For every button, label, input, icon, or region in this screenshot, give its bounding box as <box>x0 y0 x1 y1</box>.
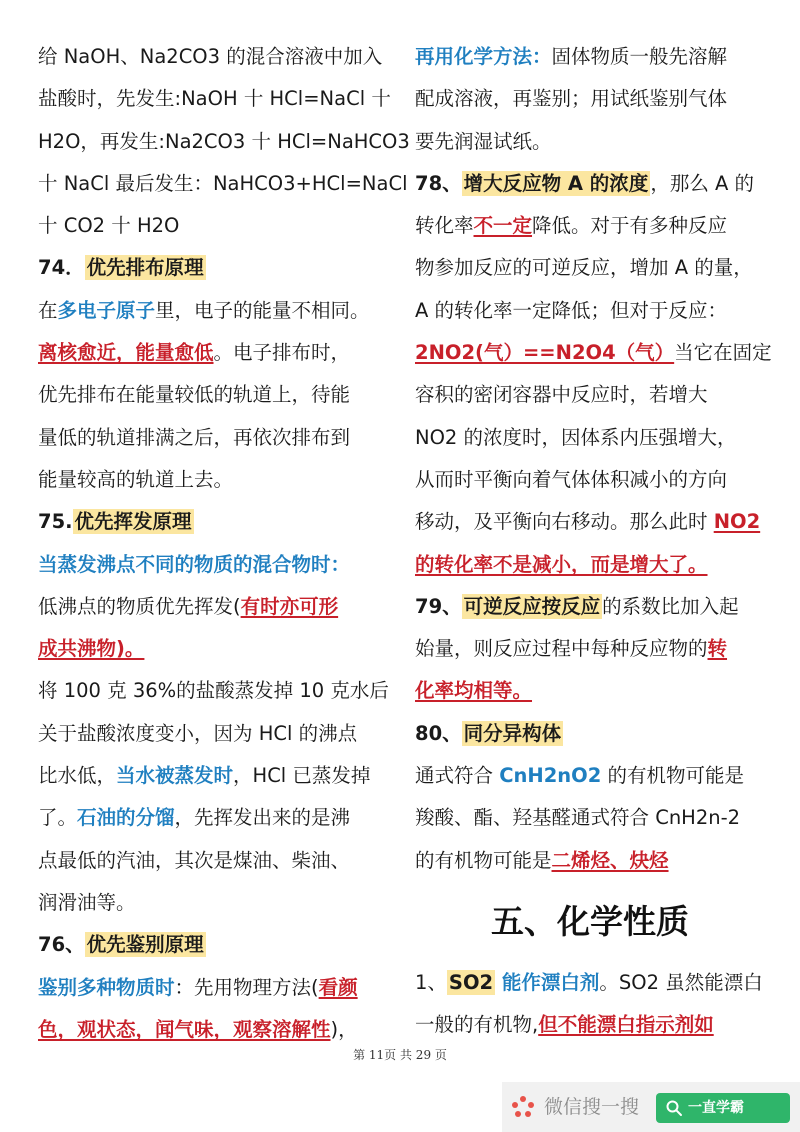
text-span: ，先挥发出来的是沸 <box>174 806 351 830</box>
text-span: 转化率 <box>415 214 474 238</box>
text-line: 羧酸、酯、羟基醛通式符合 CnH2n-2 <box>415 806 741 830</box>
wechat-search-button[interactable] <box>656 1093 790 1123</box>
red-emphasis: 有时亦可形 <box>240 594 339 618</box>
text-span: 低沸点的物质优先挥发( <box>38 594 241 618</box>
text-line: 将 100 克 36%的盐酸蒸发掉 10 克水后 <box>38 679 389 703</box>
section-title-highlight: 优先排布原理 <box>86 256 204 280</box>
page-number: 第 11页 共 29 页 <box>353 1048 447 1062</box>
text-line: 给 NaOH、Na2CO3 的混合溶液中加入 <box>38 45 383 68</box>
text-line: 能量较高的轨道上去。 <box>38 467 234 491</box>
section-number: 74． <box>38 256 85 280</box>
text-line: A 的转化率一定降低；但对于反应： <box>415 298 728 322</box>
text-line <box>415 205 765 247</box>
red-emphasis: 色，观状态，闻气味，观察溶解性 <box>38 1017 331 1041</box>
section-title-highlight: 同分异构体 <box>463 721 562 745</box>
section-heading: 五、化学性质 <box>491 901 689 941</box>
text-line <box>38 1009 390 1051</box>
heading-79 <box>415 586 765 628</box>
blue-keyword-line: 当蒸发沸点不同的物质的混合物时： <box>38 552 351 576</box>
red-emphasis: 二烯烃、炔烃 <box>551 848 669 872</box>
heading-74 <box>38 247 390 289</box>
text-span: 降低。对于有多种反应 <box>532 214 728 238</box>
heading-76 <box>38 924 390 966</box>
red-emphasis: 不一定 <box>473 214 533 238</box>
text-line <box>415 840 765 882</box>
keyword-highlight: SO2 <box>448 970 494 994</box>
text-span: 一般的有机物, <box>415 1013 539 1037</box>
text-line <box>415 670 765 712</box>
text-span: 的系数比加入起 <box>602 594 739 618</box>
text-line: 盐酸时，先发生:NaOH 十 HCl=NaCl 十 <box>38 87 391 111</box>
text-line: 从而时平衡向着气体体积减小的方向 <box>415 467 728 491</box>
text-span: ，那么 A 的 <box>650 171 755 195</box>
text-span: 比水低， <box>38 764 117 788</box>
search-icon <box>665 1099 683 1117</box>
blue-keyword: 当水被蒸发时 <box>116 764 234 788</box>
text-line: 十 CO2 十 H2O <box>38 214 180 238</box>
text-line: 量低的轨道排满之后，再依次排布到 <box>38 425 351 449</box>
text-line <box>415 755 765 797</box>
section-number: 75. <box>38 510 73 534</box>
red-emphasis: 的转化率不是减小，而是增大了。 <box>415 552 708 576</box>
text-line <box>415 332 772 374</box>
text-line: NO2 的浓度时，因体系内压强增大， <box>415 425 737 449</box>
section-number: 79、 <box>415 594 462 618</box>
search-button-label: 一直学霸 <box>688 1100 744 1116</box>
red-emphasis: 2NO2(气）==N2O4（气） <box>415 341 675 365</box>
right-column <box>415 36 772 1047</box>
text-span: 1、 <box>415 970 447 994</box>
text-line: 配成溶液，再鉴别；用试纸鉴别气体 <box>415 87 728 111</box>
text-line <box>38 290 390 332</box>
text-line: 容积的密闭容器中反应时，若增大 <box>415 383 708 407</box>
text-span: 里，电子的能量不相同。 <box>155 298 370 322</box>
red-emphasis: 转 <box>707 637 728 661</box>
heading-75 <box>38 501 390 543</box>
text-span: 了。 <box>38 806 78 830</box>
red-emphasis: 化率均相等。 <box>415 679 533 703</box>
heading-80 <box>415 713 765 755</box>
text-line <box>415 36 765 78</box>
text-line: 要先润湿试纸。 <box>415 129 552 153</box>
wechat-search-logo-icon <box>511 1095 535 1119</box>
section-title-highlight: 优先挥发原理 <box>74 510 192 534</box>
heading-78 <box>415 163 765 205</box>
wechat-search-text: 微信搜一搜 <box>544 1096 640 1118</box>
text-line: 优先排布在能量较低的轨道上，待能 <box>38 383 351 407</box>
text-span: 的有机物可能是 <box>601 764 745 788</box>
text-line <box>415 962 765 1004</box>
text-line <box>415 544 765 586</box>
text-line <box>38 967 390 1009</box>
text-line: 润滑油等。 <box>38 890 136 914</box>
text-span: )， <box>330 1017 358 1041</box>
text-line <box>38 628 390 670</box>
text-span: 。电子排布时， <box>213 341 351 365</box>
blue-keyword: 多电子原子 <box>57 298 156 322</box>
text-line: 物参加反应的可逆反应，增加 A 的量， <box>415 256 753 280</box>
text-line <box>38 797 390 839</box>
section-title-highlight: 可逆反应按反应 <box>463 594 601 618</box>
blue-keyword: 鉴别多种物质时 <box>38 975 175 999</box>
text-line <box>38 586 390 628</box>
section-title-highlight: 优先鉴别原理 <box>86 933 204 957</box>
text-line: 关于盐酸浓度变小，因为 HCl 的沸点 <box>38 721 358 745</box>
text-span: 。SO2 虽然能漂白 <box>599 970 763 994</box>
section-number: 80、 <box>415 721 462 745</box>
text-line <box>38 332 390 374</box>
text-span: ：先用物理方法( <box>174 975 319 999</box>
blue-keyword: 能作漂白剂 <box>495 970 600 994</box>
text-line: H2O，再发生:Na2CO3 十 HCl=NaHCO3 <box>38 129 410 153</box>
blue-keyword: 再用化学方法： <box>415 45 552 68</box>
text-span: 在 <box>38 298 58 322</box>
section-number: 76、 <box>38 933 85 957</box>
text-span: 移动，及平衡向右移动。那么此时 <box>415 510 714 534</box>
text-span: ，HCl 已蒸发掉 <box>233 764 371 788</box>
text-line: 点最低的汽油，其次是煤油、柴油、 <box>38 848 351 872</box>
section-title-highlight: 增大反应物 A 的浓度 <box>463 171 649 195</box>
text-line <box>38 755 390 797</box>
text-span: 始量，则反应过程中每种反应物的 <box>415 637 708 661</box>
red-emphasis: 看颜 <box>318 975 358 999</box>
section-number: 78、 <box>415 171 462 195</box>
red-emphasis: 成共沸物)。 <box>38 637 145 661</box>
text-line <box>415 501 765 543</box>
text-line: 十 NaCl 最后发生：NaHCO3+HCl=NaCl <box>38 171 408 195</box>
red-emphasis: NO2 <box>713 510 761 534</box>
blue-keyword: 石油的分馏 <box>77 806 175 830</box>
text-span: 固体物质一般先溶解 <box>551 45 728 68</box>
text-span: 通式符合 <box>415 764 500 788</box>
red-emphasis: 但不能漂白指示剂如 <box>538 1013 714 1037</box>
left-column <box>38 36 410 1051</box>
text-span: 的有机物可能是 <box>415 848 552 872</box>
red-emphasis: 离核愈近，能量愈低 <box>38 341 214 365</box>
blue-keyword: CnH2nO2 <box>499 764 602 788</box>
text-line <box>415 628 765 670</box>
text-line <box>415 1004 765 1046</box>
text-span: 当它在固定 <box>674 341 772 365</box>
